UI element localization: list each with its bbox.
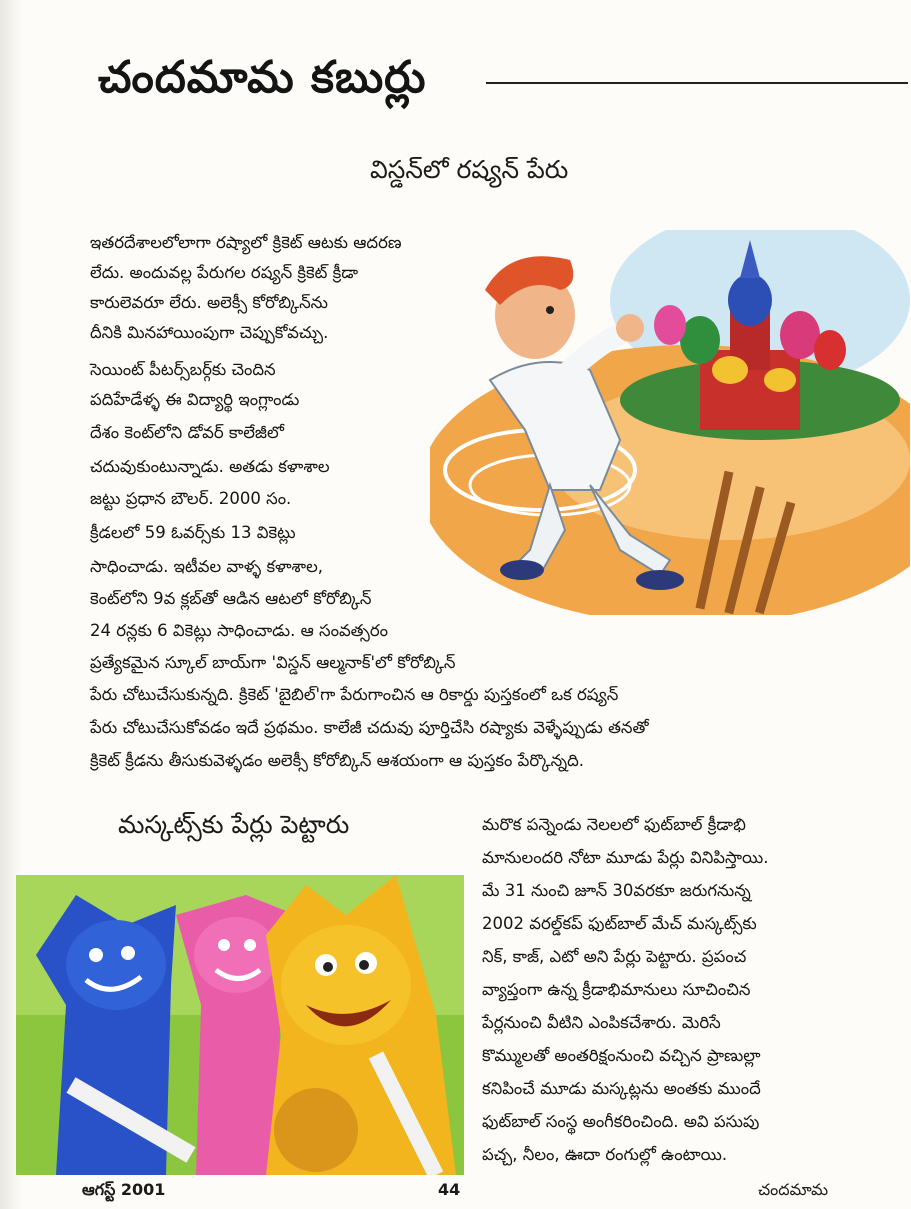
article-1-line: దీనికి మినహాయింపుగా చెప్పుకోవచ్చు.: [90, 323, 329, 342]
article-1-line: పేరు చోటుచేసుకోవడం ఇదే ప్రథమం. కాలేజీ చదువు పూర్తిచేసి రష్యాకు వెళ్ళేప్పుడు తనతో: [90, 718, 649, 737]
article-1-line: జట్టు ప్రధాన బౌలర్. 2000 సం.: [90, 489, 292, 508]
article-1-line: ప్రత్యేకమైన స్కూల్ బాయ్‌గా 'విస్డన్ ఆల్మనాక్'లో కోరోబ్కిన్: [90, 653, 456, 672]
article-2-line: వ్యాప్తంగా ఉన్న క్రీడాభిమానులు సూచించిన: [482, 980, 751, 999]
cricket-bowler-illustration: [430, 230, 910, 615]
article-1-line: లేదు. అందువల్ల పేరుగల రష్యన్ క్రికెట్ క్రీడా: [90, 263, 359, 282]
article-1-line: క్రీడలలో 59 ఓవర్స్‌కు 13 వికెట్లు: [90, 523, 296, 542]
article-1-line: ఇతరదేశాలలోలాగా రష్యాలో క్రికెట్ ఆటకు ఆదరణ: [90, 233, 402, 252]
article-1-line: కెంట్‌లోని 9వ క్లబ్‌తో ఆడిన ఆటలో కోరోబ్కిన్: [90, 589, 372, 608]
footer-publication: చందమామ: [758, 1180, 829, 1199]
article-1-headline: విస్డన్‌లో రష్యన్ పేరు: [370, 155, 569, 184]
article-1-line: చదువుకుంటున్నాడు. అతడు కళాశాల: [90, 457, 330, 476]
article-2-line: మరొక పన్నెండు నెలలలో ఫుట్‌బాల్ క్రీడాభి: [482, 815, 746, 834]
article-1-line: దేశం కెంట్‌లోని డోవర్ కాలేజీలో: [90, 423, 284, 442]
article-1-line: సాధించాడు. ఇటీవల వాళ్ళ కళాశాల,: [90, 557, 324, 576]
article-2-line: మే 31 నుంచి జూన్ 30వరకూ జరుగనున్న: [482, 881, 751, 900]
article-2-headline: మస్కట్స్‌కు పేర్లు పెట్టారు: [118, 810, 350, 839]
masthead-title: చందమామ కబుర్లు: [98, 52, 427, 103]
article-2-line: ఫుట్‌బాల్ సంస్థ అంగీకరించింది. అవి పసుపు: [482, 1112, 760, 1131]
article-2-line: కనిపించే మూడు మస్కట్లను అంతకు ముందే: [482, 1079, 761, 1098]
footer-page-number: 44: [438, 1180, 461, 1199]
article-1-line: సెయింట్ పీటర్స్‌బర్గ్‌కు చెందిన: [90, 360, 276, 379]
article-2-line: 2002 వరల్డ్‌కప్ ఫుట్‌బాల్ మేచ్ మస్కట్స్‌కు: [482, 914, 757, 933]
article-2-line: నిక్, కాజ్, ఎటో అని పేర్లు పెట్టారు. ప్రపంచ: [482, 947, 747, 966]
article-2-line: కొమ్ములతో అంతరిక్షంనుంచి వచ్చిన ప్రాణుల్లా: [482, 1046, 761, 1065]
article-1-line: క్రికెట్ క్రీడను తీసుకువెళ్ళడం అలెక్సీ కోరోబ్కిన్ ఆశయంగా ఆ పుస్తకం పేర్కొన్నది.: [90, 751, 584, 770]
mascots-illustration: [16, 875, 464, 1175]
mascots-svg: [16, 875, 464, 1175]
article-1-line: కారులెవరూ లేరు. అలెక్సీ కోరోబ్కిన్‌ను: [90, 293, 328, 312]
article-1-line: పేరు చోటుచేసుకున్నది. క్రికెట్ 'బైబిల్'గా పేరుగాంచిన ఆ రికార్డు పుస్తకంలో ఒక రష్యన్: [90, 685, 619, 704]
article-2-line: మానులందరి నోటా మూడు పేర్లు వినిపిస్తాయి.: [482, 848, 769, 867]
cricket-bowler-svg: [430, 230, 910, 615]
masthead-rule: [486, 82, 908, 84]
article-1-line: 24 రన్లకు 6 వికెట్లు సాధించాడు. ఆ సంవత్సరం: [90, 621, 389, 640]
article-2-line: పచ్చ, నీలం, ఊదా రంగుల్లో ఉంటాయి.: [482, 1145, 728, 1164]
article-2-line: పేర్లనుంచి వీటిని ఎంపికచేశారు. మెరిసే: [482, 1013, 721, 1032]
footer-issue-date: ఆగస్ట్ 2001: [82, 1180, 166, 1199]
article-1-line: పదిహేడేళ్ళ ఈ విద్యార్థి ఇంగ్లాండు: [90, 390, 300, 409]
